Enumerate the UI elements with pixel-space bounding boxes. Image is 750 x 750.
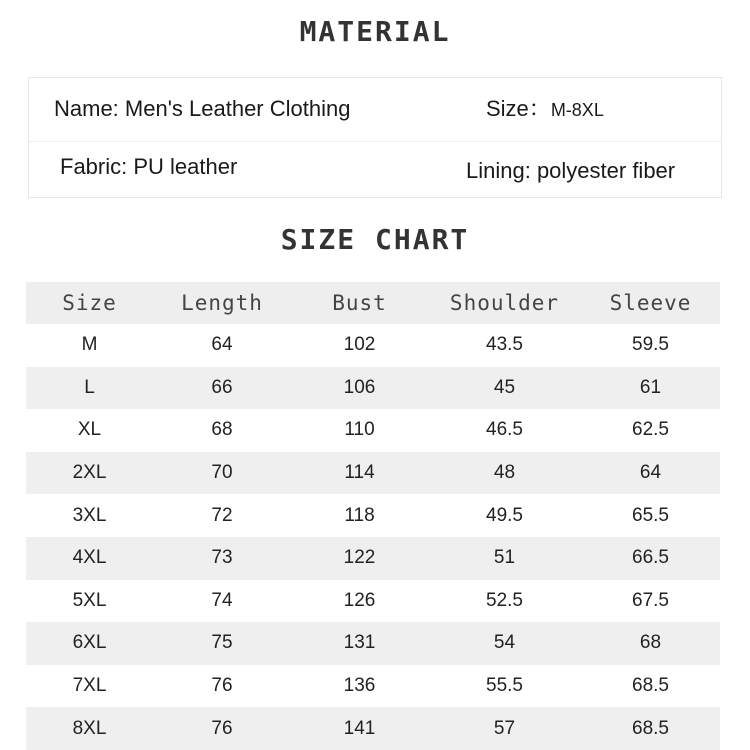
cell-shoulder: 57 [428,707,581,750]
table-row [26,324,720,367]
info-divider [29,141,721,142]
cell-bust: 126 [343,589,376,611]
cell-sleeve: 68 [581,622,720,665]
cell-bust: 118 [344,504,375,526]
cell-length: 76 [153,707,291,750]
cell-sleeve: 61 [581,367,720,410]
cell-sleeve: 66.5 [581,537,720,580]
table-row [26,409,720,452]
product-name: Name: Men's Leather Clothing [54,96,351,121]
cell-shoulder: 48 [428,452,581,495]
size-table-body [26,324,720,750]
cell-size: M [81,334,98,356]
header-shoulder: Shoulder [428,282,581,324]
cell-length: 72 [211,504,233,526]
size-table-header-row [26,282,720,324]
cell-shoulder: 45 [428,367,581,410]
cell-length: 70 [153,452,291,495]
cell-bust: 131 [291,622,428,665]
fabric-info: Fabric: PU leather [60,154,238,179]
cell-size: 7XL [72,675,107,697]
cell-shoulder: 49.5 [486,504,523,526]
lining-info: Lining: polyester fiber [466,158,676,183]
table-row [26,537,720,580]
table-row [26,452,720,495]
material-info-box [28,77,722,198]
cell-length: 73 [153,537,291,580]
cell-length: 76 [211,675,233,697]
table-row [26,494,720,537]
cell-bust: 114 [291,452,428,495]
table-row [26,622,720,665]
size-table [26,282,720,750]
cell-shoulder: 46.5 [486,419,523,441]
cell-bust: 136 [343,675,376,697]
cell-shoulder: 54 [428,622,581,665]
cell-length: 74 [211,589,233,611]
cell-size: 2XL [26,452,153,495]
material-title: MATERIAL [299,15,451,48]
header-bust: Bust [291,282,428,324]
cell-length: 75 [153,622,291,665]
cell-sleeve: 65.5 [632,504,669,526]
cell-bust: 106 [291,367,428,410]
header-length: Length [153,282,291,324]
table-row [26,580,720,623]
size-chart-title: SIZE CHART [280,223,470,256]
header-sleeve: Sleeve [581,282,720,324]
cell-size: 6XL [26,622,153,665]
cell-bust: 122 [291,537,428,580]
cell-bust: 102 [343,334,376,356]
cell-size: XL [77,419,102,441]
cell-bust: 141 [291,707,428,750]
table-row [26,367,720,410]
cell-sleeve: 62.5 [632,419,669,441]
cell-sleeve: 59.5 [632,334,669,356]
cell-sleeve: 68.5 [581,707,720,750]
cell-sleeve: 67.5 [632,589,669,611]
cell-size: 5XL [72,589,107,611]
cell-length: 64 [211,334,233,356]
cell-shoulder: 52.5 [486,589,523,611]
cell-size: 4XL [26,537,153,580]
table-row [26,707,720,750]
cell-size: 3XL [72,504,107,526]
cell-length: 68 [211,419,233,441]
table-row [26,665,720,708]
size-range [486,95,604,124]
cell-sleeve: 64 [581,452,720,495]
size-range-value: M-8XL [550,100,604,120]
size-range-label: Size： [486,96,551,121]
cell-sleeve: 68.5 [632,675,669,697]
cell-length: 66 [153,367,291,410]
cell-size: 8XL [26,707,153,750]
cell-bust: 110 [344,419,375,441]
cell-shoulder: 51 [428,537,581,580]
header-size: Size [26,282,153,324]
cell-size: L [26,367,153,410]
cell-shoulder: 43.5 [486,334,523,356]
cell-shoulder: 55.5 [486,675,523,697]
